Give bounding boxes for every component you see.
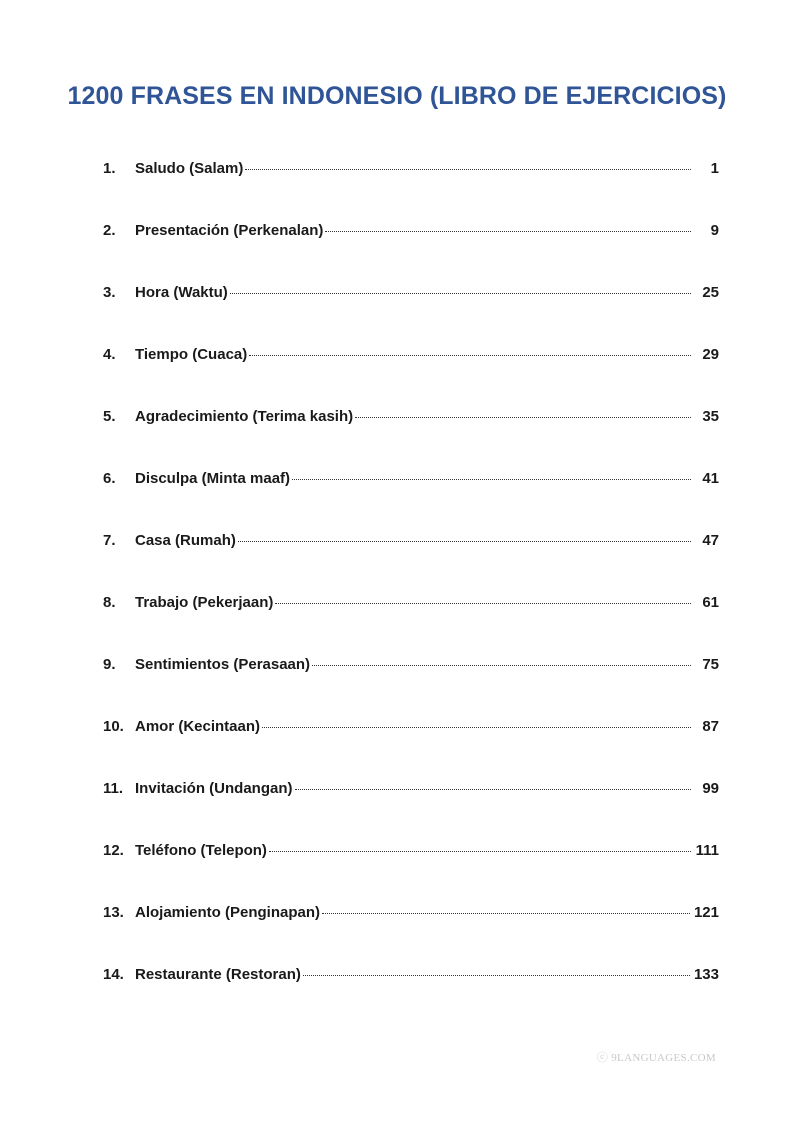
toc-entry-number: 4. bbox=[103, 346, 116, 363]
toc-entry[interactable] bbox=[103, 408, 719, 470]
page-title: 1200 FRASES EN INDONESIO (LIBRO DE EJERCICIOS) bbox=[67, 82, 727, 110]
toc-entry[interactable] bbox=[103, 284, 719, 346]
toc-entry-number: 14. bbox=[103, 966, 124, 983]
toc-entry-number: 6. bbox=[103, 470, 116, 487]
toc-entry[interactable] bbox=[103, 718, 719, 780]
toc-entry[interactable] bbox=[103, 346, 719, 408]
toc-entry-page: 99 bbox=[702, 780, 719, 797]
dot-leader bbox=[325, 231, 691, 232]
dot-leader bbox=[295, 789, 692, 790]
toc-entry-label: Trabajo (Pekerjaan) bbox=[135, 594, 274, 611]
toc-entry-number: 5. bbox=[103, 408, 116, 425]
dot-leader bbox=[269, 851, 691, 852]
toc-entry-page: 41 bbox=[702, 470, 719, 487]
dot-leader bbox=[322, 913, 690, 914]
dot-leader bbox=[245, 169, 691, 170]
toc-entry-label: Agradecimiento (Terima kasih) bbox=[135, 408, 354, 425]
copyright-watermark: ⓒ 9LANGUAGES.COM bbox=[596, 1052, 716, 1064]
toc-entry[interactable] bbox=[103, 904, 719, 966]
toc-entry-label: Teléfono (Telepon) bbox=[135, 842, 267, 859]
toc-entry[interactable] bbox=[103, 656, 719, 718]
toc-entry-label: Hora (Waktu) bbox=[135, 284, 228, 301]
toc-entry[interactable] bbox=[103, 780, 719, 842]
dot-leader bbox=[230, 293, 691, 294]
toc-entry-number: 2. bbox=[103, 222, 116, 239]
toc-entry[interactable] bbox=[103, 842, 719, 904]
toc-entry-number: 12. bbox=[103, 842, 124, 859]
dot-leader bbox=[355, 417, 691, 418]
toc-entry-label: Restaurante (Restoran) bbox=[135, 966, 301, 983]
toc-entry-page: 111 bbox=[695, 842, 719, 859]
toc-entry-number: 11. bbox=[103, 780, 124, 797]
toc-entry-page: 133 bbox=[693, 966, 719, 983]
dot-leader bbox=[312, 665, 691, 666]
toc-entry-page: 75 bbox=[702, 656, 719, 673]
toc-entry-page: 121 bbox=[693, 904, 719, 921]
toc-entry[interactable] bbox=[103, 160, 719, 222]
toc-entry-page: 1 bbox=[710, 160, 719, 177]
toc-entry[interactable] bbox=[103, 222, 719, 284]
toc-entry-page: 29 bbox=[702, 346, 719, 363]
toc-entry-label: Invitación (Undangan) bbox=[135, 780, 293, 797]
dot-leader bbox=[262, 727, 691, 728]
toc-entry-label: Alojamiento (Penginapan) bbox=[135, 904, 321, 921]
toc-entry[interactable] bbox=[103, 470, 719, 532]
toc-entry-label: Tiempo (Cuaca) bbox=[135, 346, 248, 363]
dot-leader bbox=[303, 975, 690, 976]
toc-entry-label: Sentimientos (Perasaan) bbox=[135, 656, 311, 673]
toc-entry-number: 3. bbox=[103, 284, 116, 301]
toc-entry-label: Saludo (Salam) bbox=[135, 160, 244, 177]
toc-entry-label: Amor (Kecintaan) bbox=[135, 718, 261, 735]
toc-entry[interactable] bbox=[103, 966, 719, 1028]
toc-entry-label: Casa (Rumah) bbox=[135, 532, 236, 549]
toc-entry-number: 1. bbox=[103, 160, 116, 177]
toc-entry-number: 8. bbox=[103, 594, 116, 611]
dot-leader bbox=[238, 541, 691, 542]
toc-entry-label: Presentación (Perkenalan) bbox=[135, 222, 324, 239]
toc-entry-page: 47 bbox=[702, 532, 719, 549]
toc-entry-number: 13. bbox=[103, 904, 124, 921]
toc-entry-number: 10. bbox=[103, 718, 124, 735]
dot-leader bbox=[249, 355, 691, 356]
toc-entry-number: 7. bbox=[103, 532, 116, 549]
toc-entry-label: Disculpa (Minta maaf) bbox=[135, 470, 291, 487]
toc-entry-page: 61 bbox=[702, 594, 719, 611]
table-of-contents bbox=[103, 160, 719, 1028]
toc-entry-page: 9 bbox=[710, 222, 719, 239]
toc-entry-page: 35 bbox=[702, 408, 719, 425]
toc-entry[interactable] bbox=[103, 594, 719, 656]
toc-entry-number: 9. bbox=[103, 656, 116, 673]
dot-leader bbox=[275, 603, 691, 604]
toc-entry-page: 25 bbox=[702, 284, 719, 301]
toc-entry[interactable] bbox=[103, 532, 719, 594]
dot-leader bbox=[292, 479, 691, 480]
toc-entry-page: 87 bbox=[702, 718, 719, 735]
